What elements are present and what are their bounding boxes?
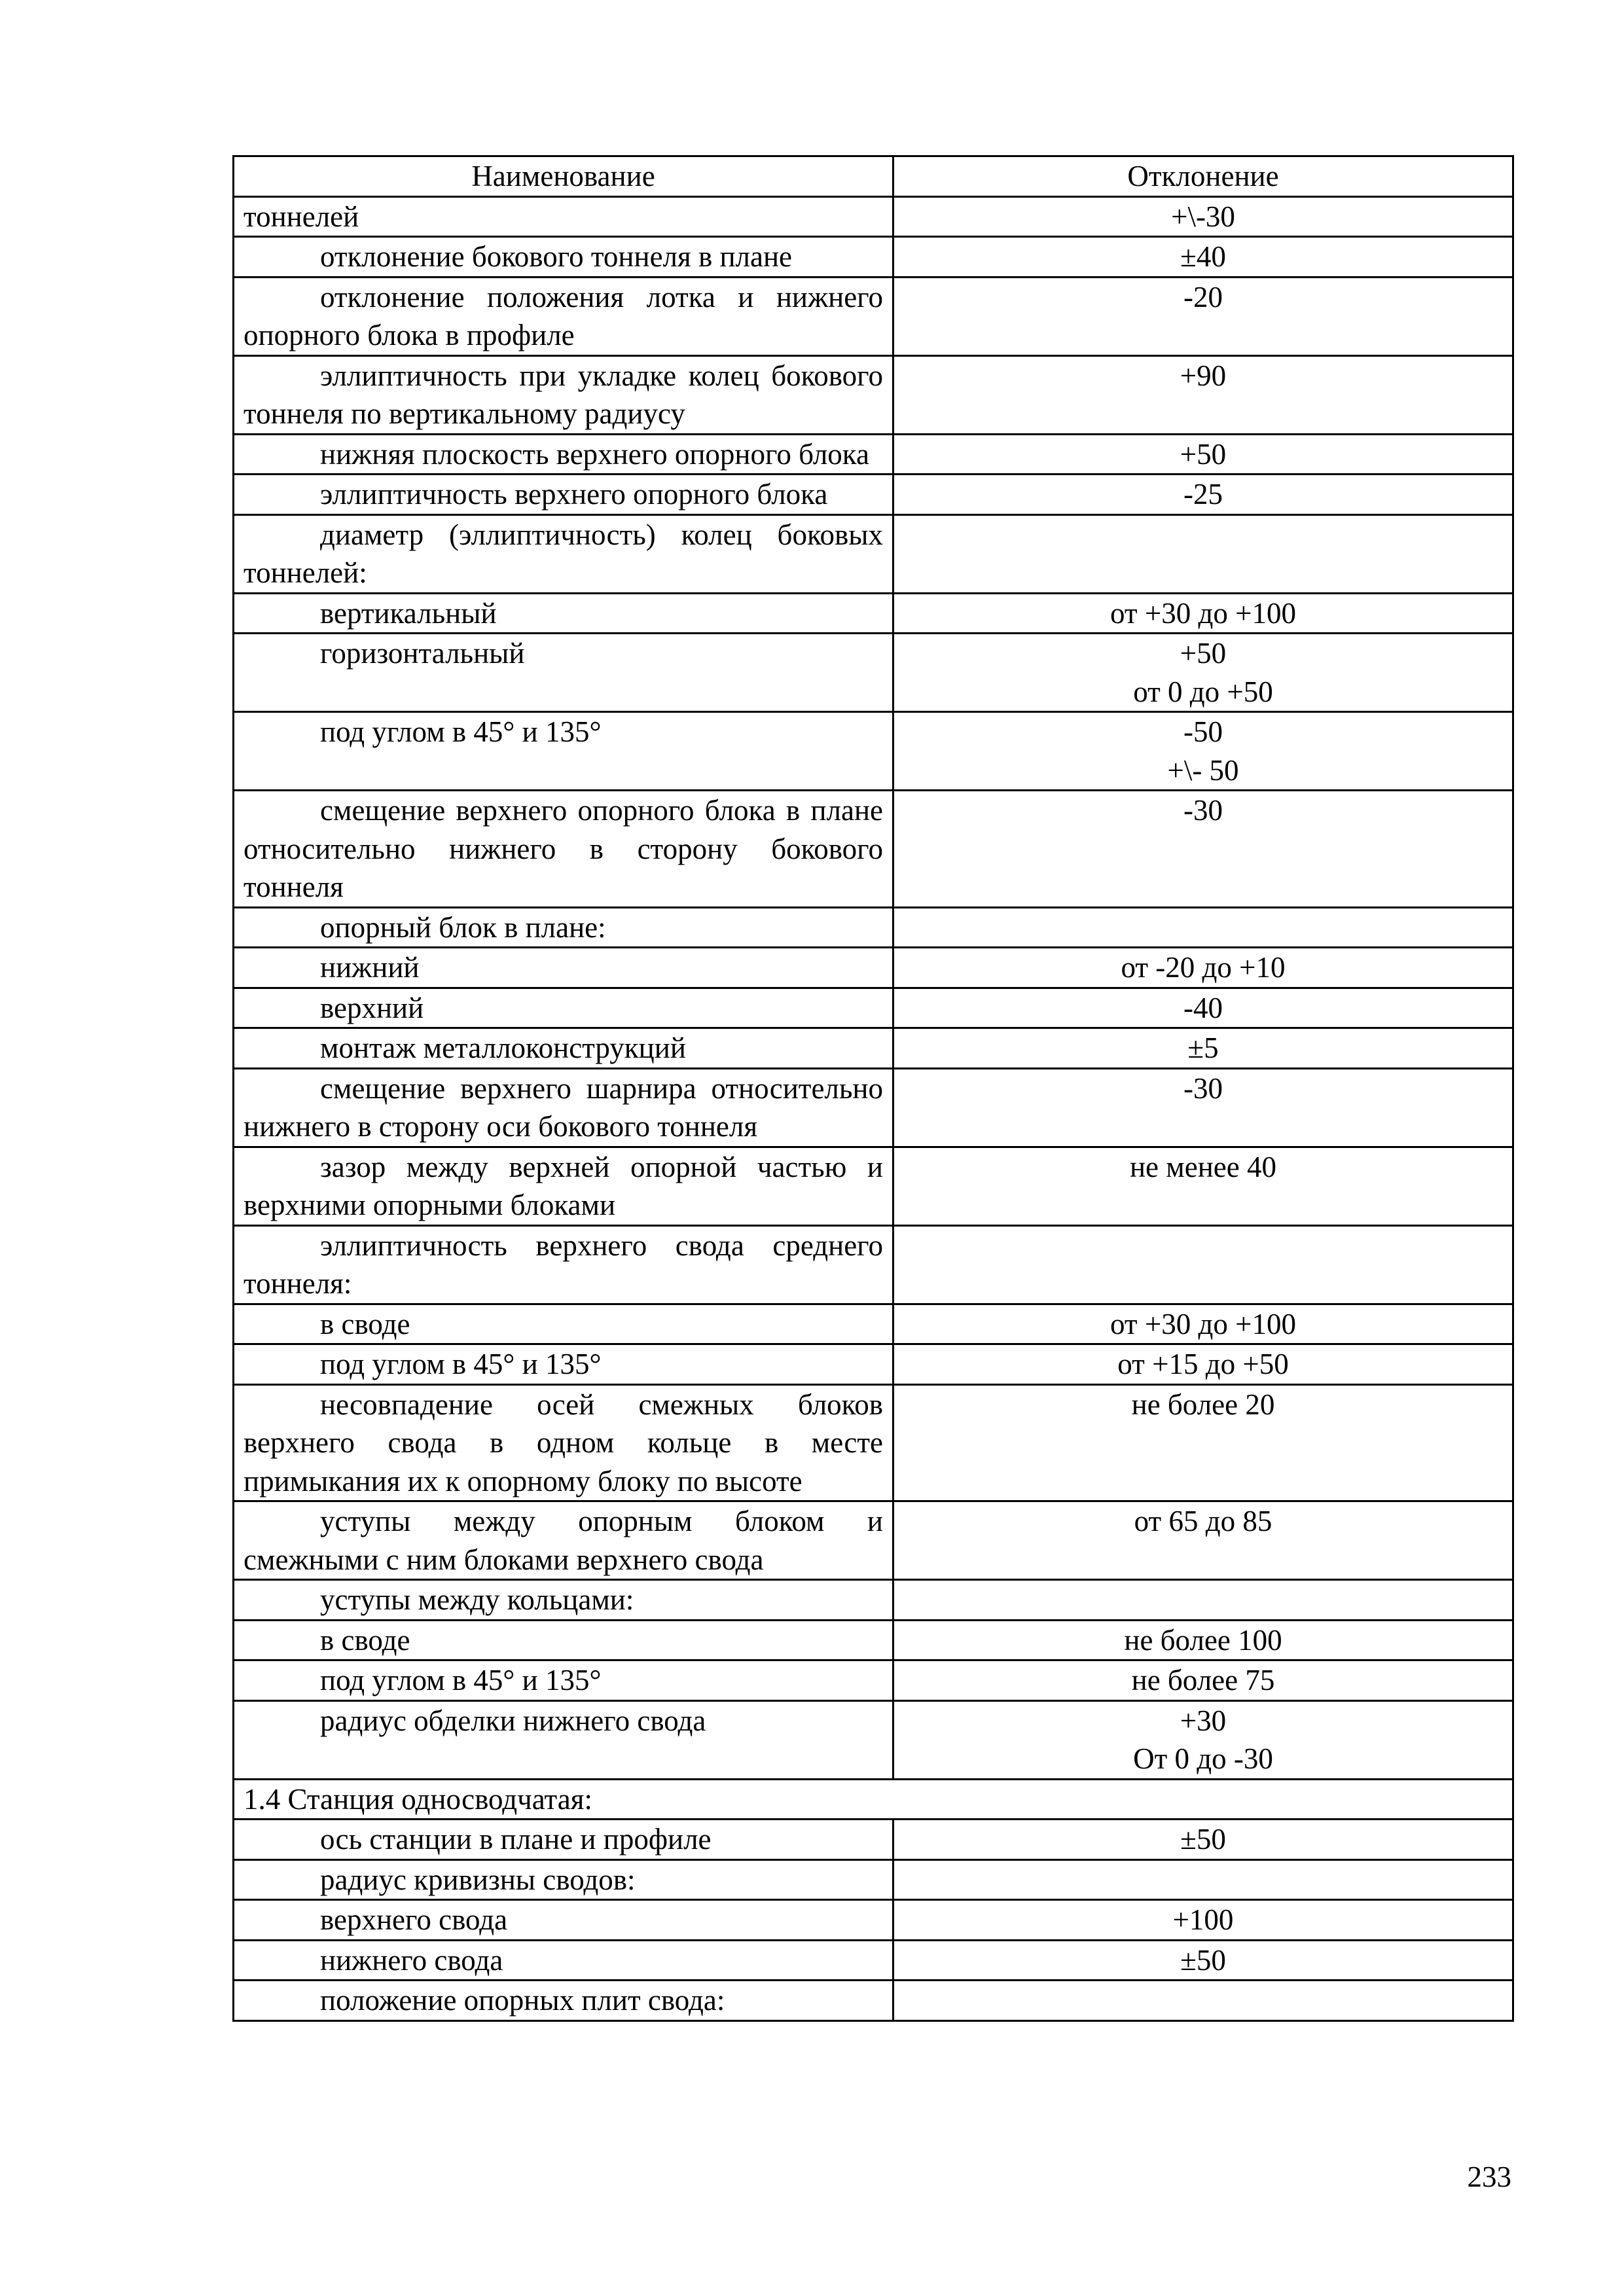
table-row xyxy=(234,1225,1513,1304)
table-row xyxy=(234,948,1513,988)
row-name-cell: верхнего свода xyxy=(234,1900,893,1941)
page-number: 233 xyxy=(1467,2161,1511,2193)
row-deviation-cell: -25 xyxy=(893,475,1513,515)
table-header-row xyxy=(234,156,1513,197)
table-row xyxy=(234,1304,1513,1344)
row-name-cell: радиус обделки нижнего свода xyxy=(234,1700,893,1779)
table-row xyxy=(234,1344,1513,1385)
row-deviation-cell: -50 +\- 50 xyxy=(893,712,1513,791)
table-row xyxy=(234,1384,1513,1501)
row-deviation-cell: не более 20 xyxy=(893,1384,1513,1501)
row-name-cell: нижнего свода xyxy=(234,1940,893,1981)
row-deviation-cell xyxy=(893,1859,1513,1900)
row-deviation-cell: +50 xyxy=(893,434,1513,475)
row-deviation-cell xyxy=(893,1580,1513,1621)
row-name-cell: ось станции в плане и профиле xyxy=(234,1820,893,1860)
row-name-cell: эллиптичность верхнего опорного блока xyxy=(234,475,893,515)
header-deviation: Отклонение xyxy=(893,156,1513,197)
row-name-cell: смещение верхнего шарнира относительно нижнего в сторону оси бокового тоннеля xyxy=(234,1068,893,1147)
table-row xyxy=(234,1820,1513,1860)
row-name-cell: уступы между опорным блоком и смежными с ним блоками верхнего свода xyxy=(234,1501,893,1580)
row-deviation-cell xyxy=(893,1981,1513,2021)
row-deviation-cell xyxy=(893,907,1513,948)
row-deviation-cell: от +30 до +100 xyxy=(893,593,1513,634)
row-name-cell: радиус кривизны сводов: xyxy=(234,1859,893,1900)
table-row xyxy=(234,1859,1513,1900)
table-row xyxy=(234,791,1513,908)
row-name-cell: отклонение бокового тоннеля в плане xyxy=(234,237,893,278)
row-name-cell: горизонтальный xyxy=(234,634,893,712)
row-deviation-cell: -30 xyxy=(893,791,1513,908)
row-name-cell: зазор между верхней опорной частью и верхними опорными блоками xyxy=(234,1147,893,1225)
row-name-cell: под углом в 45° и 135° xyxy=(234,1344,893,1385)
header-name: Наименование xyxy=(234,156,893,197)
table-body xyxy=(234,196,1513,2020)
row-name-cell: уступы между кольцами: xyxy=(234,1580,893,1621)
row-name-cell: вертикальный xyxy=(234,593,893,634)
row-name-cell: отклонение положения лотка и нижнего опорного блока в профиле xyxy=(234,277,893,355)
row-deviation-cell: от 65 до 85 xyxy=(893,1501,1513,1580)
table-row xyxy=(234,988,1513,1028)
row-deviation-cell: +100 xyxy=(893,1900,1513,1941)
table-row xyxy=(234,434,1513,475)
table-row xyxy=(234,1700,1513,1779)
table-row xyxy=(234,593,1513,634)
row-name-cell: верхний xyxy=(234,988,893,1028)
row-name-cell: тоннелей xyxy=(234,196,893,237)
table-row xyxy=(234,1580,1513,1621)
row-name-cell: эллиптичность при укладке колец бокового тоннеля по вертикальному радиусу xyxy=(234,355,893,434)
row-name-cell: в своде xyxy=(234,1304,893,1344)
row-deviation-cell: от -20 до +10 xyxy=(893,948,1513,988)
row-name-cell: в своде xyxy=(234,1620,893,1660)
table-row xyxy=(234,1940,1513,1981)
table-row xyxy=(234,1900,1513,1941)
table-row xyxy=(234,1068,1513,1147)
table-row xyxy=(234,1501,1513,1580)
table-row xyxy=(234,1779,1513,1820)
row-name-cell: диаметр (эллиптичность) колец боковых тоннелей: xyxy=(234,514,893,593)
table-row xyxy=(234,514,1513,593)
table-row xyxy=(234,1660,1513,1701)
row-deviation-cell xyxy=(893,514,1513,593)
table-row xyxy=(234,1981,1513,2021)
row-deviation-cell: ±40 xyxy=(893,237,1513,278)
table-row xyxy=(234,196,1513,237)
row-name-cell: монтаж металлоконструкций xyxy=(234,1028,893,1069)
row-name-cell: нижняя плоскость верхнего опорного блока xyxy=(234,434,893,475)
row-name-cell: опорный блок в плане: xyxy=(234,907,893,948)
row-deviation-cell: -40 xyxy=(893,988,1513,1028)
row-name-cell: нижний xyxy=(234,948,893,988)
row-deviation-cell: от +15 до +50 xyxy=(893,1344,1513,1385)
row-deviation-cell: не более 75 xyxy=(893,1660,1513,1701)
table-row xyxy=(234,475,1513,515)
row-deviation-cell: не менее 40 xyxy=(893,1147,1513,1225)
row-deviation-cell: -20 xyxy=(893,277,1513,355)
table-row xyxy=(234,1620,1513,1660)
table-row xyxy=(234,634,1513,712)
row-name-cell: эллиптичность верхнего свода среднего тоннеля: xyxy=(234,1225,893,1304)
table-row xyxy=(234,355,1513,434)
row-name-cell: под углом в 45° и 135° xyxy=(234,1660,893,1701)
table-row xyxy=(234,1147,1513,1225)
table-row xyxy=(234,1028,1513,1069)
row-deviation-cell: не более 100 xyxy=(893,1620,1513,1660)
row-deviation-cell: от +30 до +100 xyxy=(893,1304,1513,1344)
table-row xyxy=(234,237,1513,278)
tolerance-table-wrapper xyxy=(232,155,1512,2022)
table-row xyxy=(234,277,1513,355)
row-deviation-cell: ±50 xyxy=(893,1940,1513,1981)
row-name-cell: смещение верхнего опорного блока в плане относительно нижнего в сторону бокового тоннеля xyxy=(234,791,893,908)
table-row xyxy=(234,907,1513,948)
row-deviation-cell: +90 xyxy=(893,355,1513,434)
row-name-cell: положение опорных плит свода: xyxy=(234,1981,893,2021)
table-row xyxy=(234,712,1513,791)
row-deviation-cell: +30 От 0 до -30 xyxy=(893,1700,1513,1779)
row-name-cell: 1.4 Станция односводчатая: xyxy=(234,1779,1513,1820)
tolerance-table xyxy=(232,155,1514,2022)
row-deviation-cell: +\-30 xyxy=(893,196,1513,237)
row-name-cell: несовпадение осей смежных блоков верхнего свода в одном кольце в месте примыкания их к опорному блоку по высоте xyxy=(234,1384,893,1501)
row-name-cell: под углом в 45° и 135° xyxy=(234,712,893,791)
row-deviation-cell xyxy=(893,1225,1513,1304)
row-deviation-cell: ±50 xyxy=(893,1820,1513,1860)
row-deviation-cell: +50 от 0 до +50 xyxy=(893,634,1513,712)
row-deviation-cell: ±5 xyxy=(893,1028,1513,1069)
row-deviation-cell: -30 xyxy=(893,1068,1513,1147)
